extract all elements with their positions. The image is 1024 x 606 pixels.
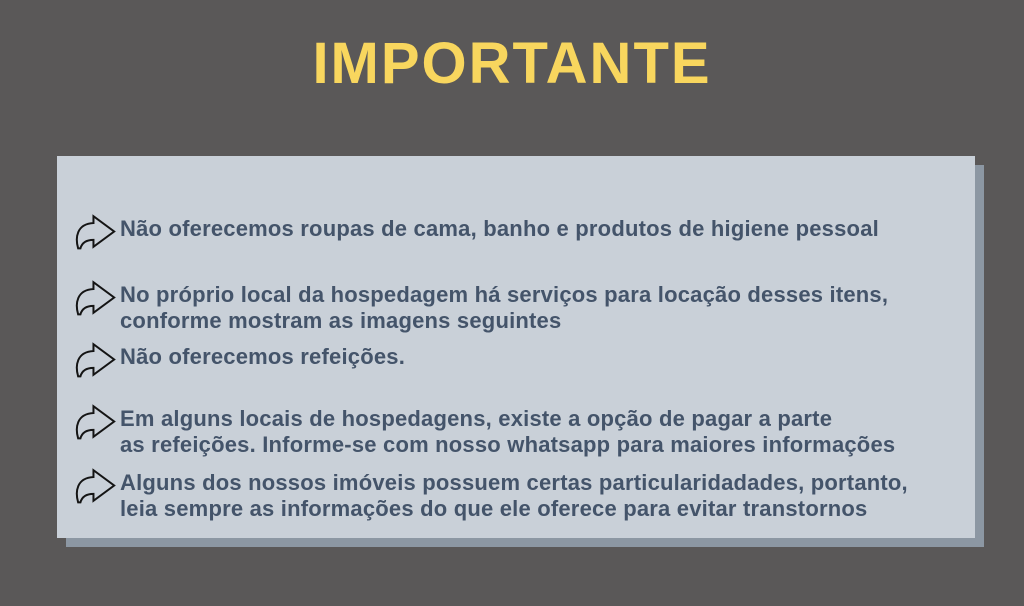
list-item — [72, 344, 961, 378]
list-item-text: Em alguns locais de hospedagens, existe a opção de pagar a parte as refeições. Informe-se com nosso whatsapp para maiores informações — [120, 406, 896, 457]
arrow-right-icon — [72, 341, 118, 378]
list-item — [72, 406, 961, 458]
slide — [0, 30, 1024, 606]
arrow-right-icon — [72, 279, 118, 316]
list-item — [72, 216, 961, 250]
list-item-text: Não oferecemos refeições. — [120, 344, 406, 369]
arrow-right-icon — [72, 403, 118, 440]
list-item-text: No próprio local da hospedagem há serviços para locação desses itens, conforme mostram as imagens seguintes — [120, 282, 889, 333]
list-item — [72, 470, 961, 522]
arrow-right-icon — [72, 467, 118, 504]
list-item-text: Alguns dos nossos imóveis possuem certas particularidadades, portanto, leia sempre as informações do que ele oferece para evitar transtornos — [120, 470, 908, 521]
list-item-text: Não oferecemos roupas de cama, banho e produtos de higiene pessoal — [120, 216, 879, 241]
notice-card — [57, 156, 975, 538]
arrow-right-icon — [72, 213, 118, 250]
bullet-list — [72, 216, 961, 522]
list-item — [72, 282, 961, 334]
page-title: IMPORTANTE — [312, 31, 712, 96]
